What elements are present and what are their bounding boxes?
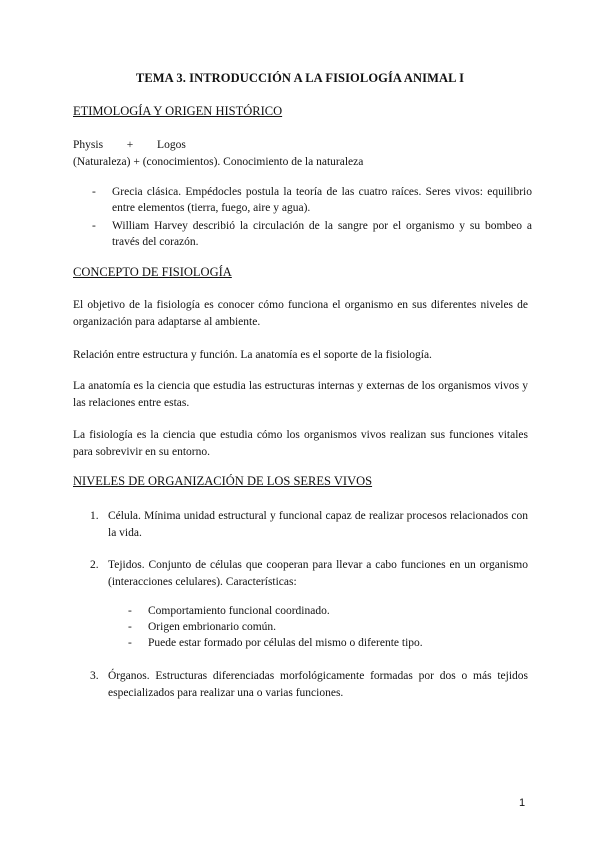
- item-number: 1.: [90, 510, 99, 522]
- bullet-dash: -: [128, 637, 132, 649]
- etymology-words: [73, 137, 528, 154]
- page-number: 1: [519, 797, 526, 809]
- item-number: 2.: [90, 559, 99, 571]
- bullet-dash: -: [92, 220, 96, 232]
- paragraph: La fisiología es la ciencia que estudia cómo los organismos vivos realizan sus funciones vitales para sobrevivir en su entorno.: [73, 429, 528, 458]
- bullet-dash: -: [92, 186, 96, 198]
- etymology-meaning: (Naturaleza) + (conocimientos). Conocimiento de la naturaleza: [73, 156, 364, 168]
- section-heading-etimologia: ETIMOLOGÍA Y ORIGEN HISTÓRICO: [73, 104, 283, 118]
- item-number: 3.: [90, 670, 99, 682]
- paragraph: Relación entre estructura y función. La anatomía es el soporte de la fisiología.: [73, 349, 432, 361]
- word-logos: Logos: [157, 139, 186, 151]
- bullet-dash: -: [128, 621, 132, 633]
- document-page: TEMA 3. INTRODUCCIÓN A LA FISIOLOGÍA ANIMAL I ETIMOLOGÍA Y ORIGEN HISTÓRICO Physis + Logos (Naturaleza) + (conocimientos). Conocimiento de la naturaleza - Grecia clásica. Empédocles postula la teoría de las cuatro raíces. Seres vivos: equilibrio entre elementos (tierra, fuego, aire y agua). - William Harvey describió la circulación de la sangre por el organismo y su bombeo a través del corazón. CONCEPTO DE FISIOLOGÍA El objetivo de la fisiología es conocer cómo funciona el organismo en sus diferentes niveles de organización para adaptarse al ambiente. Relación entre estructura y función. La anatomía es el soporte de la fisiología. La anatomía es la ciencia que estudia las estructuras internas y externas de los organismos vivos y las relaciones entre estas. La fisiología es la ciencia que estudia cómo los organismos vivos realizan sus funciones vitales para sobrevivir en su entorno. NIVELES DE ORGANIZACIÓN DE LOS SERES VIVOS 1. Célula. Mínima unidad estructural y funcional capaz de realizar procesos relacionados con la vida. 2. Tejidos. Conjunto de células que cooperan para llevar a cabo funciones en un organismo (interacciones celulares). Características: - Comportamiento funcional coordinado. - Origen embrionario común. - Puede estar formado por células del mismo o diferente tipo. 3. Órganos. Estructuras diferenciadas morfológicamente formadas por dos o más tejidos especializados para realizar una o varias funciones. 1: [0, 0, 600, 848]
- document-title: TEMA 3. INTRODUCCIÓN A LA FISIOLOGÍA ANIMAL I: [135, 71, 465, 85]
- paragraph: El objetivo de la fisiología es conocer cómo funciona el organismo en sus diferentes niveles de organización para adaptarse al ambiente.: [73, 299, 528, 328]
- section-heading-niveles: NIVELES DE ORGANIZACIÓN DE LOS SERES VIVOS: [73, 474, 373, 488]
- word-physis: Physis: [73, 139, 104, 151]
- section-heading-concepto: CONCEPTO DE FISIOLOGÍA: [73, 265, 232, 279]
- paragraph: La anatomía es la ciencia que estudia las estructuras internas y externas de los organismos vivos y las relaciones entre estas.: [73, 380, 528, 409]
- bullet-dash: -: [128, 605, 132, 617]
- plus-sign: +: [126, 139, 134, 151]
